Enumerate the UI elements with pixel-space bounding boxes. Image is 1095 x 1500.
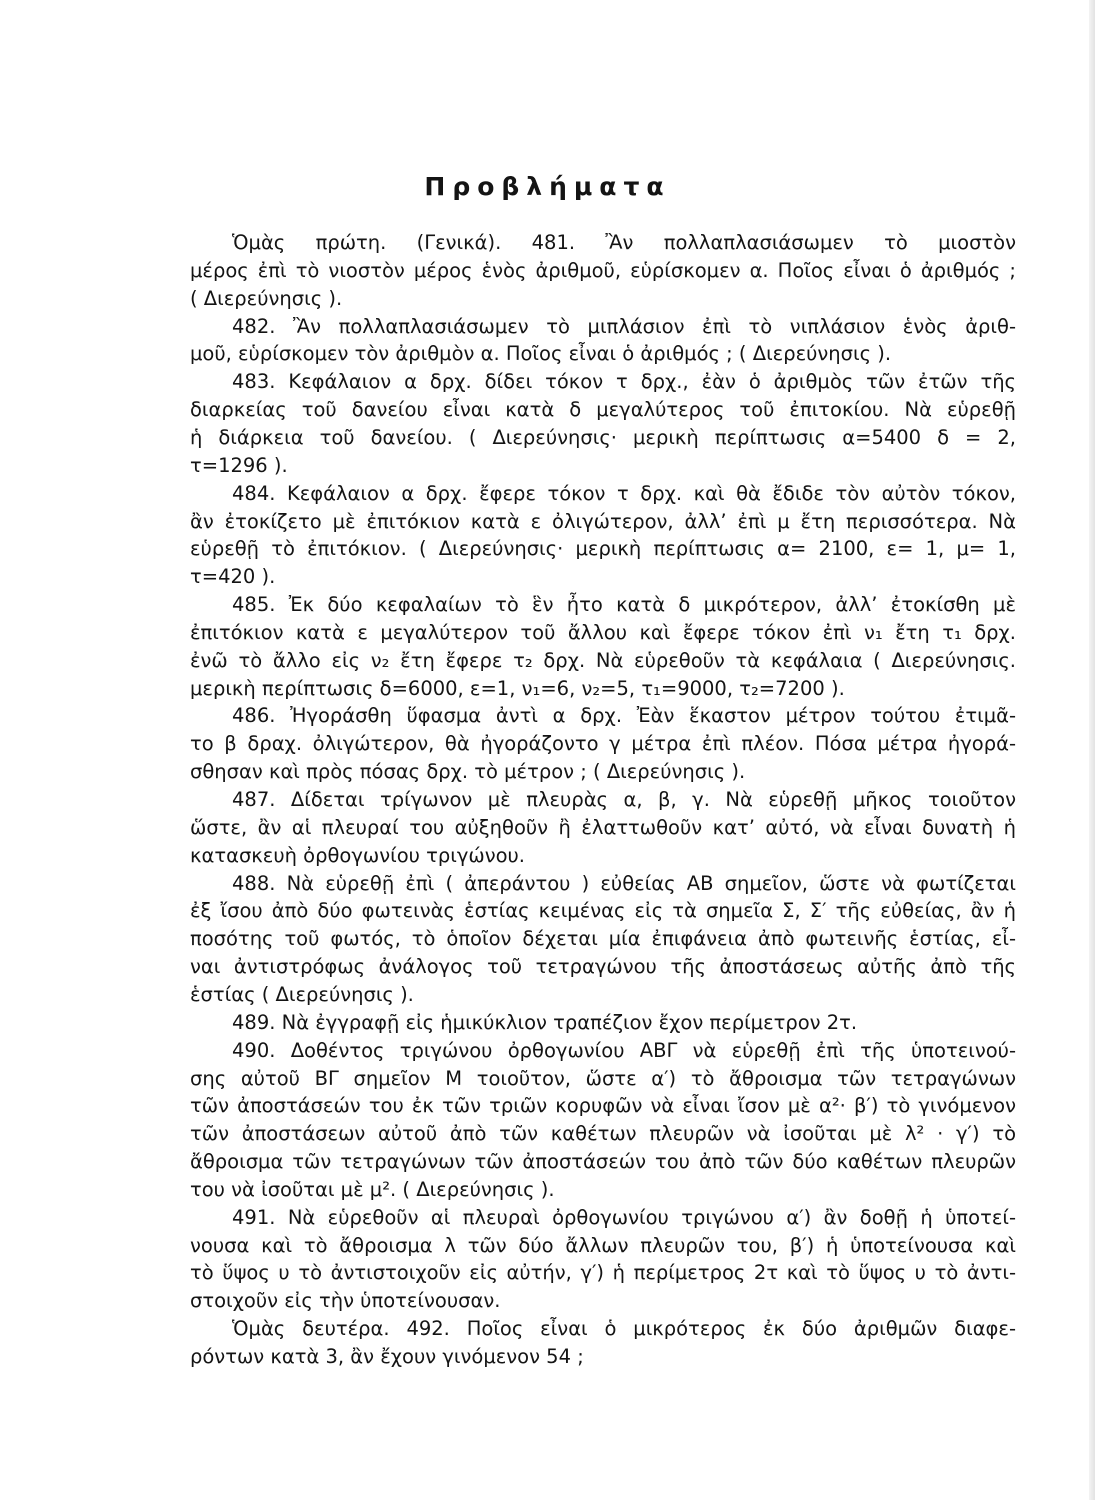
text-line: Ὁμὰς πρώτη. (Γενικά). 481. Ἂν πολλαπλασιάσωμεν τὸ μιοστὸν xyxy=(232,231,1016,254)
text-line: 485. Ἐκ δύο κεφαλαίων τὸ ἓν ἦτο κατὰ δ μικρότερον, ἀλλ’ ἐτοκίσθη μὲ xyxy=(232,593,1016,617)
text-line: ναι ἀντιστρόφως ἀνάλογος τοῦ τετραγώνου τῆς ἀποστάσεως αὐτῆς ἀπὸ τῆς xyxy=(190,955,1016,979)
text-line: 484. Κεφάλαιον α δρχ. ἔφερε τόκον τ δρχ. καὶ θὰ ἔδιδε τὸν αὐτὸν τόκον, xyxy=(232,481,1016,505)
text-line: τ=1296 ). xyxy=(190,453,288,477)
text-line: 482. Ἂν πολλαπλασιάσωμεν τὸ μιπλάσιον ἐπὶ τὸ νιπλάσιον ἑνὸς ἀριθ- xyxy=(232,314,1016,338)
text-line: μέρος ἐπὶ τὸ νιοστὸν μέρος ἑνὸς ἀριθμοῦ, εὑρίσκομεν α. Ποῖος εἶναι ὁ ἀριθμός ; xyxy=(190,258,1016,282)
text-line: τὸ ὕψος υ τὸ ἀντιστοιχοῦν εἰς αὐτήν, γ′) ἡ περίμετρος 2τ καὶ τὸ ὕψος υ τὸ ἀντι- xyxy=(190,1261,1016,1285)
text-line: μερικὴ περίπτωσις δ=6000, ε=1, ν₁=6, ν₂=5, τ₁=9000, τ₂=7200 ). xyxy=(190,676,845,700)
text-line: ἑστίας ( Διερεύνησις ). xyxy=(190,982,414,1006)
text-line: ἐξ ἴσου ἀπὸ δύο φωτεινὰς ἑστίας κειμένας εἰς τὰ σημεῖα Σ, Σ′ τῆς εὐθείας, ἂν ἡ xyxy=(190,899,1016,923)
scan-edge xyxy=(1089,0,1095,1500)
text-line: 488. Νὰ εὑρεθῇ ἐπὶ ( ἀπεράντου ) εὐθείας ΑΒ σημεῖον, ὥστε νὰ φωτίζεται xyxy=(232,871,1016,895)
text-line: ἂν ἐτοκίζετο μὲ ἐπιτόκιον κατὰ ε ὀλιγώτερον, ἀλλ’ ἐπὶ μ ἔτη περισσότερα. Νὰ xyxy=(190,509,1016,533)
text-line: ποσότης τοῦ φωτός, τὸ ὁποῖον δέχεται μία ἐπιφάνεια ἀπὸ φωτεινῆς ἑστίας, εἶ- xyxy=(190,927,1016,951)
text-line: ἡ διάρκεια τοῦ δανείου. ( Διερεύνησις· μερικὴ περίπτωσις α=5400 δ = 2, xyxy=(190,425,1016,449)
text-line: τ=420 ). xyxy=(190,565,276,589)
text-line: ἐνῶ τὸ ἄλλο εἰς ν₂ ἔτη ἔφερε τ₂ δρχ. Νὰ εὑρεθοῦν τὰ κεφάλαια ( Διερεύνησις. xyxy=(190,648,1016,672)
text-line: εὑρεθῇ τὸ ἐπιτόκιον. ( Διερεύνησις· μερικὴ περίπτωσις α= 2100, ε= 1, μ= 1, xyxy=(190,537,1016,561)
text-line: ὥστε, ἂν αἱ πλευραί του αὐξηθοῦν ἢ ἐλαττωθοῦν κατ’ αὐτό, νὰ εἶναι δυνατὴ ἡ xyxy=(190,815,1016,839)
text-line: νουσα καὶ τὸ ἄθροισμα λ τῶν δύο ἄλλων πλευρῶν του, β′) ἡ ὑποτείνουσα καὶ xyxy=(190,1233,1016,1257)
page-title: Προβλήματα xyxy=(424,172,671,201)
text-line: το β δραχ. ὀλιγώτερον, θὰ ἠγοράζοντο γ μέτρα ἐπὶ πλέον. Πόσα μέτρα ἠγορά- xyxy=(190,732,1016,756)
text-line: στοιχοῦν εἰς τὴν ὑποτείνουσαν. xyxy=(190,1289,501,1313)
text-line: κατασκευὴ ὀρθογωνίου τριγώνου. xyxy=(190,843,526,867)
text-line: 486. Ἠγοράσθη ὕφασμα ἀντὶ α δρχ. Ἐὰν ἕκαστον μέτρον τούτου ἐτιμᾶ- xyxy=(232,704,1016,728)
text-line: Ὁμὰς δευτέρα. 492. Ποῖος εἶναι ὁ μικρότερος ἐκ δύο ἀριθμῶν διαφε- xyxy=(232,1317,1016,1341)
text-line: μοῦ, εὑρίσκομεν τὸν ἀριθμὸν α. Ποῖος εἶναι ὁ ἀριθμός ; ( Διερεύνησις ). xyxy=(190,342,892,366)
text-line: 489. Νὰ ἐγγραφῇ εἰς ἡμικύκλιον τραπέζιον ἔχον περίμετρον 2τ. xyxy=(232,1010,858,1034)
text-line: ἐπιτόκιον κατὰ ε μεγαλύτερον τοῦ ἄλλου καὶ ἔφερε τόκον ἐπὶ ν₁ ἔτη τ₁ δρχ. xyxy=(190,620,1016,644)
text-line: διαρκείας τοῦ δανείου εἶναι κατὰ δ μεγαλύτερος τοῦ ἐπιτοκίου. Νὰ εὑρεθῇ xyxy=(190,398,1016,422)
text-line: ( Διερεύνησις ). xyxy=(190,286,343,310)
text-line: σθησαν καὶ πρὸς πόσας δρχ. τὸ μέτρον ; ( Διερεύνησις ). xyxy=(190,760,746,784)
text-line: ἄθροισμα τῶν τετραγώνων τῶν ἀποστάσεών του ἀπὸ τῶν δύο καθέτων πλευρῶν xyxy=(190,1150,1016,1174)
text-line: του νὰ ἰσοῦται μὲ μ². ( Διερεύνησις ). xyxy=(190,1177,555,1201)
text-line: τῶν ἀποστάσεών του ἐκ τῶν τριῶν κορυφῶν νὰ εἶναι ἴσον μὲ α²· β′) τὸ γινόμενον xyxy=(190,1094,1016,1118)
text-line: σης αὐτοῦ ΒΓ σημεῖον Μ τοιοῦτον, ὥστε α′) τὸ ἄθροισμα τῶν τετραγώνων xyxy=(190,1066,1016,1090)
text-line: 487. Δίδεται τρίγωνον μὲ πλευρὰς α, β, γ. Νὰ εὑρεθῇ μῆκος τοιοῦτον xyxy=(232,788,1016,811)
text-line: 490. Δοθέντος τριγώνου ὀρθογωνίου ΑΒΓ νὰ εὑρεθῇ ἐπὶ τῆς ὑποτεινού- xyxy=(232,1038,1016,1062)
text-line: 483. Κεφάλαιον α δρχ. δίδει τόκον τ δρχ., ἐὰν ὁ ἀριθμὸς τῶν ἐτῶν τῆς xyxy=(232,370,1016,394)
text-line: τῶν ἀποστάσεων αὐτοῦ ἀπὸ τῶν καθέτων πλευρῶν νὰ ἰσοῦται μὲ λ² · γ′) τὸ xyxy=(190,1122,1016,1146)
text-line: 491. Νὰ εὑρεθοῦν αἱ πλευραὶ ὀρθογωνίου τριγώνου α′) ἂν δοθῇ ἡ ὑποτεί- xyxy=(232,1205,1016,1229)
text-line: ρόντων κατὰ 3, ἂν ἔχουν γινόμενον 54 ; xyxy=(190,1345,584,1368)
